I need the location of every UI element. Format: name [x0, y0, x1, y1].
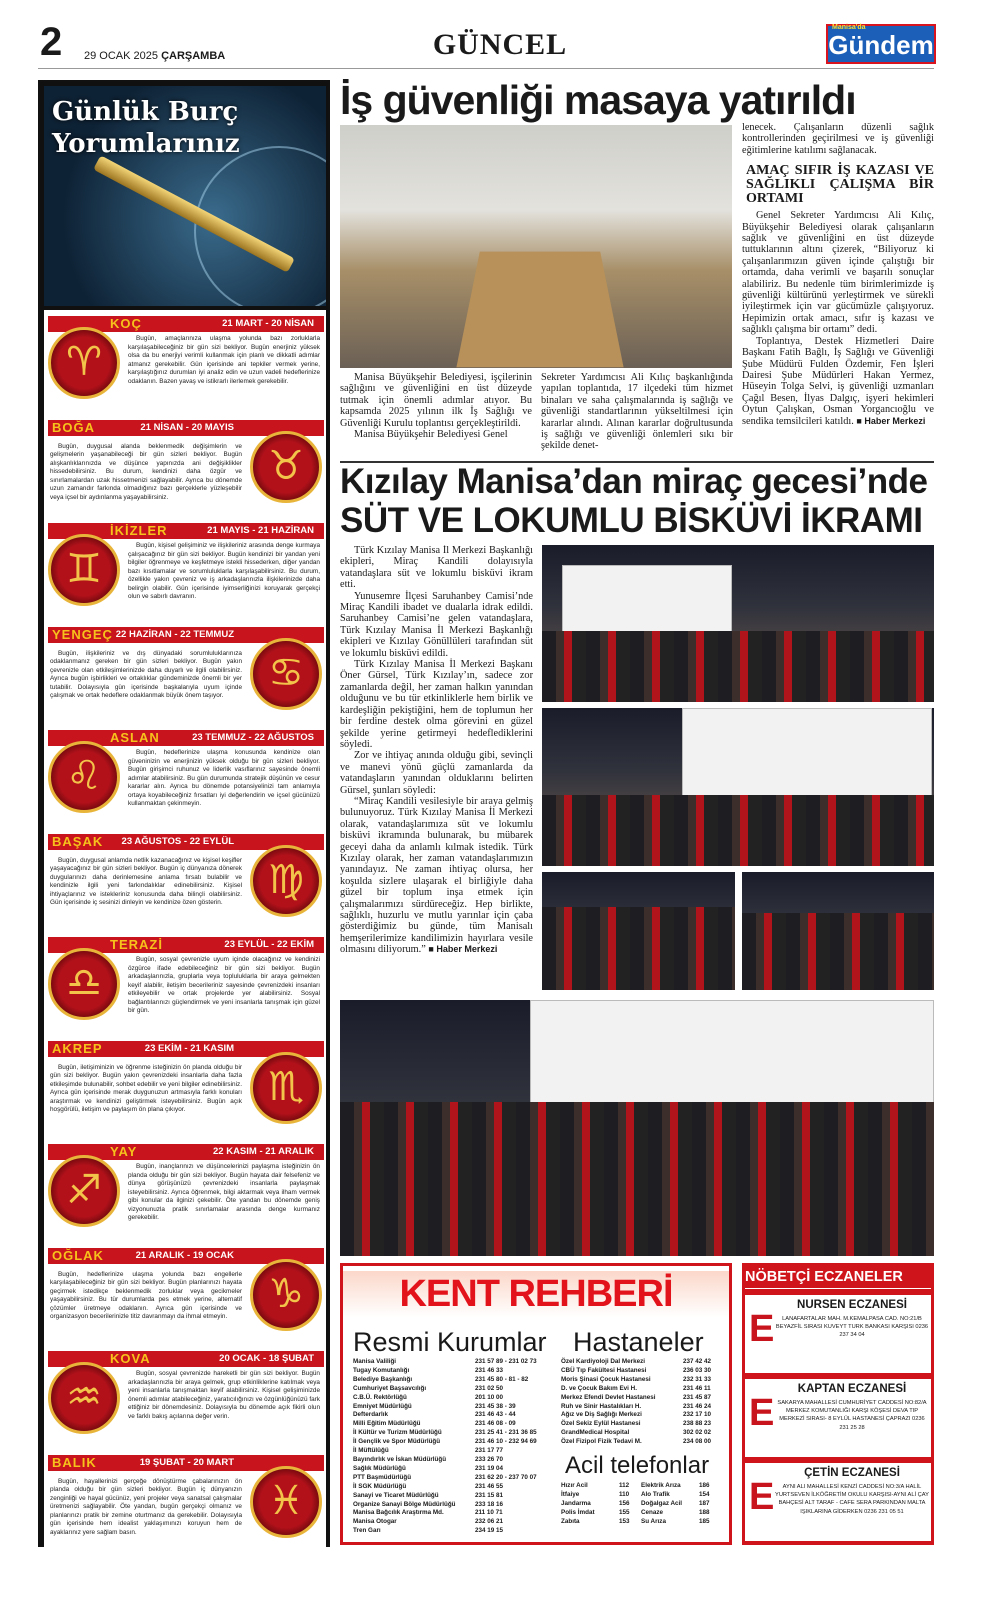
sign-name: YENGEÇ	[52, 626, 113, 642]
horoscope-entry	[44, 517, 326, 621]
sign-dates: 23 AĞUSTOS - 22 EYLÜL	[121, 835, 234, 847]
phone-number: 234 19 15	[475, 1527, 504, 1535]
horoscope-title: Günlük Burç Yorumlarınız	[52, 97, 240, 159]
list-row	[353, 1474, 565, 1483]
paragraph: Türk Kızılay Manisa İl Merkezi Başkanlığı ekipleri, Miraç Kandili dolayısıyla vatandaşlara süt ve lokumlu bisküvi ikram etti.	[340, 545, 533, 591]
entry-name: Cenaze	[641, 1508, 664, 1516]
phone-number: 211 10 71	[475, 1509, 503, 1517]
list-row	[353, 1420, 565, 1429]
horoscope-entry	[44, 931, 326, 1035]
sign-reading: Bugün, sosyal çevrenizde hareketli bir gün sizi bekliyor. Bugün arkadaşlarınızla bir araya gelmek, grup etkinliklerine katılmak veya yeni insanlarla tanışmaktan keyif alabilirsiniz. Kişisel gelişiminizde önemli adımlar atabileceğiniz, yaratıcılığınızı ve özgünlüğünüzü fark ettiğiniz bir dönemdesiniz. Dolayısıyla bu dönemde açık fikirli olun ve farklı bakış açılarına değer verin.	[128, 1370, 320, 1420]
kizilay-event-photo-1	[542, 545, 934, 702]
entry-name: Organize Sanayi Bölge Müdürlüğü	[353, 1500, 456, 1508]
list-row	[353, 1411, 565, 1420]
pharmacies-box	[742, 1263, 934, 1545]
pharmacy-name: NURSEN ECZANESİ	[797, 1299, 907, 1311]
horoscope-entry	[44, 1242, 326, 1346]
zodiac-1-icon: ♈	[48, 327, 120, 399]
phone-number: 231 62 20 - 237 70 07	[475, 1473, 537, 1481]
sign-reading: Bugün, amaçlarınıza ulaşma yolunda bazı zorluklarla karşılaşabileceğiniz bir gün sizi bekliyor. Bugün enerjiniz yüksek olsa da bu enerjiyi verimli kullanmak için planlı ve dikkatli adımlar atmanız gerekebilir. Gün içerisinde ani tepkiler vermek yerine, karşılaştığınız durumları iyi analiz edin ve uzun vadeli hedeflerinize odaklanın. Bazen yavaş ve istikrarlı ilerlemek gerekebilir.	[128, 335, 320, 385]
horoscope-entry	[44, 310, 326, 414]
pharmacy-e-icon: E	[749, 1392, 775, 1434]
list-row	[561, 1376, 721, 1385]
pharmacy-name: KAPTAN ECZANESİ	[797, 1383, 907, 1395]
horoscope-banner-image	[44, 86, 326, 306]
entry-name: Elektrik Arıza	[641, 1482, 681, 1489]
kizilay-event-photo-2	[542, 708, 934, 866]
emergency-heading: Acil telefonlar	[565, 1452, 710, 1479]
entry-name: İl Gençlik ve Spor Müdürlüğü	[353, 1438, 441, 1446]
phone-number: 186	[699, 1482, 710, 1489]
sign-name: YAY	[110, 1144, 138, 1159]
list-row	[561, 1482, 721, 1491]
entry-name: Hızır Acil	[561, 1482, 588, 1489]
logo-small-text: Manisa'da	[832, 24, 866, 31]
list-row	[561, 1420, 721, 1429]
phone-number: 112	[619, 1482, 630, 1489]
phone-number: 231 46 08 - 09	[475, 1420, 516, 1428]
phone-number: 233 18 16	[475, 1500, 504, 1508]
list-row	[353, 1527, 565, 1536]
sign-dates: 23 TEMMUZ - 22 AĞUSTOS	[192, 732, 314, 743]
kizilay-event-photo-3	[542, 872, 735, 990]
phone-number: 231 46 33	[475, 1366, 504, 1374]
crowd	[742, 913, 934, 990]
phone-number: 231 02 50	[475, 1384, 504, 1392]
page-number: 2	[40, 20, 63, 64]
article1-column-2	[541, 372, 733, 456]
paragraph: Toplantıya, Destek Hizmetleri Daire Başkanı Fatih Bağlı, İş Sağlığı ve Güvenliği Şube Müdürü Fulden Özdemir, Fen İşleri Dairesi Şube Müdürleri Hakan Yermez, Hüseyin Tolga Selvi, iş güvenliği uzmanları Çağıl Besen, İlyas Dalgıç, işyeri hekimleri Oytun Çalışkan, Osman Yorgancıoğlu ve sendika temsilcileri katıldı.	[742, 335, 934, 427]
entry-name: Moris Şinasi Çocuk Hastanesi	[561, 1375, 651, 1383]
zodiac-9-icon: ♐	[48, 1155, 120, 1227]
entry-name: Manisa Valiliği	[353, 1358, 397, 1365]
pharmacy-card	[745, 1463, 931, 1541]
horoscope-entry	[44, 828, 326, 932]
sign-reading: Bugün, hedeflerinize ulaşma yolunda bazı engellerle karşılaşabileceğiniz bir gün sizi bekliyor. Bugün planlarınızı hayata geçirmek istedikçe beklenmedik zorluklar veya gecikmeler yaşayabilirsiniz. Bu tür durumlarda pes etmek yerine, alternatif çözümler üretmeye odaklanın. Ayrıca gün içerisinde ve organizasyon becerilerinizle titiz davranmayı da ihmal etmeyin.	[50, 1270, 242, 1320]
list-row	[561, 1367, 721, 1376]
sign-dates: 19 ŞUBAT - 20 MART	[139, 1456, 234, 1468]
zodiac-11-icon: ♒	[48, 1362, 120, 1434]
list-row	[353, 1492, 565, 1501]
entry-name: Tren Garı	[353, 1527, 381, 1535]
sign-name: İKİZLER	[110, 523, 168, 538]
sign-dates: 20 OCAK - 18 ŞUBAT	[219, 1353, 314, 1364]
entry-name: CBÜ Tıp Fakültesi Hastanesi	[561, 1366, 647, 1374]
article1-column-1	[340, 372, 532, 456]
sign-reading: Bugün, inançlarınızı ve düşüncelerinizi paylaşma isteğinizin ön planda olduğu bir gün sizi bekliyor. Bugün hayata dair felsefeniz ve dünya görüşünüzü çevrenizdeki insanlarla paylaşmak isteyebilirsiniz. Ayrıca öğrenmek, bilgi aktarmak veya ilham vermek gibi konular da ilginizi çekebilir. Öte yandan bu dönemde geniş vizyonunuzla pratik sınırlamalar arasında denge kurmanız gerekebilir.	[128, 1163, 320, 1221]
phone-number: 232 17 10	[683, 1411, 712, 1419]
phone-number: 231 45 80 - 81 - 82	[475, 1375, 529, 1383]
paragraph: Yunusemre İlçesi Saruhanbey Camisi’nde Miraç Kandili ibadet ve dualarla idrak edildi. Saruhanbey Camisi’ne gelen vatandaşlara, Türk Kızılay Manisa İl Merkezi Başkanlığı ekipleri ve Kızılay Gönüllüleri tarafından süt ve lokumlu bisküvi edildi.	[340, 590, 533, 659]
sign-dates: 21 MART - 20 NİSAN	[222, 318, 314, 329]
pharmacy-address: AYNI ALI MAHALLESİ KENZİ CADDESİ NO:3/A HALİL YURTSEVEN İLKÖĞRETİM OKULU KARŞISI-AYNI ALİ ÇAY BAHÇESİ ALT TARAF - CAFE SERA PARKINDAN MALTA IŞIKLARINA GİDERKEN 0236 231 05 51	[775, 1484, 929, 1515]
phone-number: 302 02 02	[683, 1429, 712, 1437]
zodiac-10-icon: ♑	[250, 1259, 322, 1331]
sign-dates: 21 NİSAN - 20 MAYIS	[140, 421, 234, 433]
sign-reading: Bugün, hayallerinizi gerçeğe dönüştürme çabalarınızın ön planda olduğu bir gün sizleri bekliyor. Bugün iç dünyanızın zenginliği ve hayal gücünüz, yeni projeler veya sanatsal çalışmalar üretmenizi sağlayabilir. Öte yandan, bugün gerçekçi olmanız ve planlarınızı pratik bir zemine oturtmanız da gerekebilir. Dolayısıyla gün içerisinde hem idealist yaklaşımınızı koruyun hem de ayaklarınız yere sağlam basın.	[50, 1477, 242, 1536]
entry-name: Alo Trafik	[641, 1490, 670, 1498]
entry-name: Manisa Otogar	[353, 1518, 397, 1526]
pharmacy-name: ÇETİN ECZANESİ	[804, 1467, 900, 1479]
sign-dates: 21 MAYIS - 21 HAZİRAN	[207, 525, 314, 536]
article1-subheading: AMAÇ SIFIR İŞ KAZASI VE SAĞLIKLI ÇALIŞMA BİR ORTAMI	[746, 163, 934, 207]
entry-name: Ağız ve Diş Sağlığı Merkezi	[561, 1411, 642, 1419]
crowd	[542, 631, 934, 702]
pharmacy-card	[745, 1379, 931, 1457]
hospitals-heading: Hastaneler	[573, 1327, 704, 1357]
phone-number: 201 10 00	[475, 1393, 504, 1401]
phone-number: 231 19 04	[475, 1464, 504, 1472]
list-row	[353, 1403, 565, 1412]
phone-number: 185	[699, 1517, 710, 1525]
zodiac-3-icon: ♊	[48, 534, 120, 606]
list-row	[561, 1429, 721, 1438]
entry-name: Özel Kardiyoloji Dal Merkezi	[561, 1358, 645, 1365]
sign-name: BOĞA	[52, 419, 95, 435]
phone-number: 154	[699, 1490, 710, 1498]
paragraph: Sekreter Yardımcısı Ali Kılıç başkanlığında yapılan toplantıda, 17 ilçedeki tüm hizmet binaları ve saha çalışmalarında iş sağlığı ve güvenliği standartlarının yükseltilmesi için kararlar alındı. Alınan kararlar doğrultusunda iş sağlığı ve güvenliği önlemleri sıkı bir şekilde denet-	[541, 372, 733, 452]
list-row	[561, 1518, 721, 1527]
horoscope-entry	[44, 1345, 326, 1449]
emergency-list	[561, 1482, 721, 1527]
phone-number: 234 08 00	[683, 1438, 712, 1446]
entry-name: Sağlık Müdürlüğü	[353, 1464, 406, 1472]
list-row	[561, 1358, 721, 1367]
phone-number: 231 46 55	[475, 1482, 504, 1490]
phone-number: 231 17 77	[475, 1447, 504, 1455]
sign-name: AKREP	[52, 1040, 103, 1056]
entry-name: Ruh ve Sinir Hastalıkları H.	[561, 1402, 642, 1410]
entry-name: Su Arıza	[641, 1517, 666, 1525]
sign-dates: 22 HAZİRAN - 22 TEMMUZ	[115, 628, 234, 640]
date-text: 29 OCAK 2025	[84, 50, 158, 62]
list-row	[353, 1429, 565, 1438]
meeting-photo	[340, 125, 732, 368]
entry-name: Doğalgaz Acil	[641, 1499, 683, 1507]
pharmacy-e-icon: E	[749, 1476, 775, 1518]
crowd	[340, 1102, 934, 1256]
list-row	[353, 1501, 565, 1510]
list-row	[353, 1518, 565, 1527]
horoscope-entry	[44, 621, 326, 725]
zodiac-4-icon: ♋	[250, 638, 322, 710]
article2-body	[340, 545, 533, 995]
entry-name: GrandMedical Hospital	[561, 1429, 630, 1437]
entry-name: C.B.Ü. Rektörlüğü	[353, 1393, 407, 1401]
crowd	[542, 907, 735, 990]
phone-number: 232 06 21	[475, 1518, 504, 1526]
city-guide-title: KENT REHBERİ	[343, 1271, 729, 1317]
sign-name: BAŞAK	[52, 833, 104, 849]
sign-dates: 21 ARALIK - 19 OCAK	[135, 1249, 234, 1261]
phone-number: 237 42 42	[683, 1358, 712, 1365]
sign-name: KOÇ	[110, 316, 142, 331]
phone-number: 110	[619, 1490, 630, 1498]
kizilay-event-photo-main	[340, 1000, 934, 1256]
list-row	[353, 1385, 565, 1394]
entry-name: Zabıta	[561, 1517, 580, 1525]
entry-name: Özel Fizipol Fizik Tedavi M.	[561, 1438, 642, 1446]
entry-name: Manisa Bağcılık Araştırma Md.	[353, 1509, 444, 1517]
kizilay-event-photo-4	[742, 872, 934, 990]
list-row	[561, 1394, 721, 1403]
list-row	[353, 1367, 565, 1376]
entry-name: İl SGK Müdürlüğü	[353, 1482, 407, 1490]
zodiac-5-icon: ♌	[48, 741, 120, 813]
horoscope-column	[38, 80, 330, 1547]
headline-line-1: Kızılay Manisa’dan miraç gecesi’nde	[340, 462, 928, 501]
entry-name: Defterdarlık	[353, 1411, 388, 1419]
entry-name: Merkez Efendi Devlet Hastanesi	[561, 1393, 656, 1401]
sign-reading: Bugün, ilişkileriniz ve dış dünyadaki sorumluluklarınıza odaklanmanız gereken bir gün sizleri bekliyor. Bugün yakın çevrenizle olan etkileşimlerinizde daha duyarlı ve ilgili olabilirsiniz. Ayrıca bugün işbirlikleri ve ortaklıklar gündeminizde önemli bir yer tutabilir. Dolayısıyla gün içerisinde başkalarıyla uyum içinde çalışmak ve ortak hedeflere odaklanmak büyük önem taşıyor.	[50, 649, 242, 699]
entry-name: Belediye Başkanlığı	[353, 1375, 413, 1383]
official-institutions-heading: Resmi Kurumlar	[353, 1327, 547, 1357]
list-row	[353, 1509, 565, 1518]
sign-name: ASLAN	[110, 730, 160, 745]
list-row	[353, 1447, 565, 1456]
article2-headline	[340, 462, 940, 540]
hospitals-list	[561, 1358, 721, 1447]
sign-dates: 23 EKİM - 21 KASIM	[144, 1042, 234, 1054]
list-row	[353, 1358, 565, 1367]
horoscope-entry	[44, 1449, 326, 1553]
sign-name: KOVA	[110, 1351, 151, 1366]
entry-name: Jandarma	[561, 1499, 591, 1507]
sign-reading: Bugün, iletişiminizin ve öğrenme isteğinizin ön planda olduğu bir gün sizi bekliyor. Bugün yakın çevrenizdeki insanlarla daha fazla etkileşimde bulunabilir, sohbet edebilir ve yeni bilgiler edinebilirsiniz. Ayrıca gün içerisinde merak duygunuzun artmasıyla farklı konuları araştırmak ve kendinizi geliştirmek isteyebilirsiniz. Bugün açık hoşgörülü, iletişim ve paylaşım ön plana çıkıyor.	[50, 1063, 242, 1113]
crowd	[542, 795, 934, 866]
list-row	[561, 1411, 721, 1420]
sign-reading: Bugün, duygusal anlamda netlik kazanacağınız ve kişisel keşifler yaşayacağınız bir gün sizleri bekliyor. Bugün iç dünyanıza dönerek duygularınızı daha derinlemesine anlama fırsatı bulabilir ve kendinizle ilgili yeni farkındalıklar edinebilirsiniz. Kişisel ihtiyaçlarınız ve istekleriniz konusunda daha bilinçli olabilirsiniz. Gün içerisinde iç sesinizi dinleyin ve kendinize özen gösterin.	[50, 856, 242, 906]
phone-number: 187	[699, 1499, 710, 1507]
horoscope-entry	[44, 1138, 326, 1242]
entry-name: D. ve Çocuk Bakım Evi H.	[561, 1384, 637, 1392]
sign-reading: Bugün, duygusal alanda beklenmedik değişimlerin ve gelişmelerin yaşanabileceği bir gün sizleri bekliyor. Bugün alışkanlıklarınızda ve düşünce yapınızda ani değişiklikler hissedebilirsiniz. Bu durum, kendinizi daha özgür ve sınırlamalardan uzak hissetmenizi sağlayabilir. Ayrıca bu dönemde uzun zamandır farkında olmadığınız bazı gerçeklerle yüzleşebilir veya içsel bir aydınlanma yaşayabilirsiniz.	[50, 442, 242, 501]
paragraph: “Miraç Kandili vesilesiyle bir araya gelmiş bulunuyoruz. Türk Kızılay Manisa İl Merkezi olarak, vatandaşlarımıza süt ve lokumlu bisküvi ikramında bulunarak, bu mübarek geceyi daha da anlamlı kılmak istedik. Türk Kızılay olarak, her zaman vatandaşlarımızın yanındayız. Ne zaman ihtiyaç olursa, her koşulda sizlere ulaşarak el birliğiyle daha güzel bir toplum inşa etmek için çalışmalarımızı sürdüreceğiz. Hep birlikte, sağlıklı, huzurlu ve mutlu yarınlar için çaba gösterdiğimiz bu günde, tüm Manisalı hemşerilerimize kandilimizin hayırlara vesile olmasını diliyorum.”	[340, 795, 533, 956]
header-divider	[38, 68, 934, 69]
zodiac-2-icon: ♉	[250, 431, 322, 503]
pharmacy-e-icon: E	[749, 1308, 775, 1350]
phone-number: 153	[619, 1517, 630, 1525]
phone-number: 231 45 38 - 39	[475, 1402, 516, 1410]
phone-number: 238 88 23	[683, 1420, 712, 1428]
entry-name: PTT Başmüdürlüğü	[353, 1473, 412, 1481]
article1-credit: ■ Haber Merkezi	[856, 415, 926, 426]
entry-name: Emniyet Müdürlüğü	[353, 1402, 412, 1410]
list-row	[561, 1491, 721, 1500]
weekday-text: ÇARŞAMBA	[161, 50, 226, 62]
article2-credit: ■ Haber Merkezi	[428, 944, 498, 955]
sign-dates: 23 EYLÜL - 22 EKİM	[224, 939, 314, 950]
horoscope-entry	[44, 414, 326, 518]
list-row	[561, 1509, 721, 1518]
sign-reading: Bugün, hedeflerinize ulaşma konusunda kendinize olan güveninizin ve enerjinizin yüksek olduğu bir gün sizleri bekliyor. Bugün girişimci ruhunuz ve liderlik vasıflarınız sayesinde önemli adımlar atabilirsiniz. Bu gün durumunda stratejik düşünün ve cesur kararlar alın. Ayrıca bu dönemde potansiyelinizi tam anlamıyla ortaya koyabileceğiniz fırsatları iyi değerlendirin ve içsel gücünüzü kullanmaktan çekinmeyin.	[128, 749, 320, 807]
kizilay-truck	[562, 565, 732, 635]
newspaper-logo	[826, 24, 936, 64]
zodiac-6-icon: ♍	[250, 845, 322, 917]
phone-number: 231 46 11	[683, 1384, 711, 1392]
entry-name: Polis İmdat	[561, 1508, 595, 1516]
entry-name: İtfaiye	[561, 1490, 580, 1498]
sign-name: TERAZİ	[110, 937, 163, 952]
logo-text: Gündem	[828, 30, 934, 60]
phone-number: 233 26 70	[475, 1455, 504, 1463]
list-row	[353, 1456, 565, 1465]
list-row	[353, 1376, 565, 1385]
pharmacy-card	[745, 1295, 931, 1373]
phone-number: 236 03 30	[683, 1366, 712, 1374]
horoscope-entry	[44, 724, 326, 828]
sign-name: OĞLAK	[52, 1247, 104, 1263]
entry-name: Sanayi ve Ticaret Müdürlüğü	[353, 1491, 439, 1499]
phone-number: 231 46 24	[683, 1402, 712, 1410]
meeting-table	[456, 252, 623, 368]
phone-number: 231 57 89 - 231 02 73	[475, 1358, 537, 1365]
pharmacy-address: SAKARYA MAHALLESİ CUMHURİYET CADDESİ NO:82/A MERKEZ KOMUTANLIĞI KARŞI KÖŞESİ DEVA TIP MERKEZİ SIRASI- 8 EYLÜL HASTANESİ ÇAPRAZI 0236 231 25 28	[777, 1400, 927, 1431]
entry-name: Cumhuriyet Başsavcılığı	[353, 1384, 427, 1392]
paragraph: Genel Sekreter Yardımcısı Ali Kılıç, Büyükşehir Belediyesi olarak çalışanların sağlık ve güvenliğini en üst düzeyde tuttuklarının altını çizerek, “Biliyoruz ki çalışanlarımızın güven içinde çalıştığı bir ortamda, daha verimli ve başarılı sonuçlar alabiliriz. Bu nedenle tüm birimlerimizde iş güvenliği kültürünü yerleştirmek ve sürekli iyileştirmek için var gücümüzle çalışıyoruz. Hepimizin ortak amacı, sıfır iş kazası ve sağlıklı çalışma bir ortamı” dedi.	[742, 210, 934, 336]
list-row	[561, 1500, 721, 1509]
list-row	[353, 1394, 565, 1403]
phone-number: 231 46 43 - 44	[475, 1411, 516, 1419]
list-row	[353, 1465, 565, 1474]
phone-number: 231 46 10 - 232 94 69	[475, 1438, 537, 1446]
phone-number: 231 45 87	[683, 1393, 712, 1401]
list-row	[561, 1438, 721, 1447]
sign-reading: Bugün, kişisel gelişiminiz ve ilişkileriniz arasında denge kurmaya çalışacağınız bir gün sizi bekliyor. Bugün kendinizi bir yandan yeni bilgiler öğrenmeye ve keşfetmeye istekli hissederken, diğer yandan bazı kısıtlamalar ve sorumluluklarla karşılaşabilirsiniz. Bu durum, özellikle yakın çevreniz ve iş arkadaşlarınızla ilişkilerinizde daha belirgin olabilir. Gün içerisinde iyimserliğinizi koruyarak gerçekçi olun ve sabırlı davranın.	[128, 542, 320, 600]
article1-column-3	[742, 122, 934, 457]
entry-name: Özel Sekiz Eylül Hastanesi	[561, 1420, 641, 1428]
list-row	[353, 1483, 565, 1492]
zodiac-7-icon: ♎	[48, 948, 120, 1020]
official-institutions-list	[353, 1358, 565, 1536]
paragraph: Zor ve ihtiyaç anında olduğu gibi, sevinçli ve manevi yönü güçlü zamanlarda da vatandaşların yanından olduklarını belirten Gürsel, şunları söyledi:	[340, 750, 533, 796]
entry-name: İl Kültür ve Turizm Müdürlüğü	[353, 1429, 442, 1437]
paragraph: Manisa Büyükşehir Belediyesi Genel	[354, 429, 508, 441]
phone-number: 232 31 33	[683, 1375, 712, 1383]
section-title: GÜNCEL	[432, 28, 568, 61]
list-row	[561, 1403, 721, 1412]
pharmacies-title: NÖBETÇİ ECZANELER	[745, 1266, 931, 1289]
entry-name: Bayındırlık ve İskan Müdürlüğü	[353, 1455, 447, 1463]
phone-number: 156	[619, 1499, 630, 1507]
article1-headline: İş güvenliği masaya yatırıldı	[340, 77, 856, 123]
entry-name: İl Müftülüğü	[353, 1447, 389, 1455]
city-guide-box	[340, 1263, 732, 1545]
pharmacies-list	[745, 1295, 931, 1541]
headline-line-2: SÜT VE LOKUMLU BİSKÜVİ İKRAMI	[340, 501, 923, 540]
paragraph: Türk Kızılay Manisa İl Merkezi Başkanı Öner Gürsel, Türk Kızılay’ın, sadece zor zamanlarda değil, her zaman halkın yanından olduğunu ve bu tür etkinliklerle hem birlik ve kardeşliğin pekiştiğini, hem de toplumun her bir ferdine destek olma görevini en güzel şekilde yerine getirmeyi hedeflediklerini söyledi.	[340, 659, 533, 750]
list-row	[561, 1385, 721, 1394]
zodiac-12-icon: ♓	[250, 1466, 322, 1538]
phone-number: 188	[699, 1508, 710, 1516]
sign-name: BALIK	[52, 1454, 97, 1470]
sign-reading: Bugün, sosyal çevrenizle uyum içinde olacağınız ve kendinizi özgürce ifade edebileceğiniz bir gün sizi bekliyor. Bugün arkadaşlarınızla, gruplarla veya topluluklarla bir araya gelmekten keyif alabilir, iletişim becerileriniz sayesinde çevrenizdeki insanları etkileyebilir ve ortak projelerde yer alabilirsiniz. Sosyal bağlantılarınızı güçlendirmek ve yeni insanlarla tanışmak için güzel bir gün.	[128, 956, 320, 1014]
list-row	[353, 1438, 565, 1447]
pharmacy-address: LANAFARTALAR MAH. M.KEMALPASA CAD. NO:21/B BEYAZFİL SIRASI KUVEYT TURK BANKASI KARŞISI 0236 237 34 04	[775, 1316, 929, 1339]
paragraph: Manisa Büyükşehir Belediyesi, işçilerinin sağlığını ve güvenliğini en üst düzeyde tutmak için önemli adımlar atıyor. Bu kapsamda 2025 yılının ilk İş Sağlığı ve Güvenliği Kurulu toplantısı gerçekleştirildi.	[340, 372, 532, 429]
sign-dates: 22 KASIM - 21 ARALIK	[213, 1146, 314, 1157]
horoscope-list	[44, 310, 326, 1552]
entry-name: Tugay Komutanlığı	[353, 1366, 410, 1374]
entry-name: Milli Eğitim Müdürlüğü	[353, 1420, 421, 1428]
phone-number: 231 15 81	[475, 1491, 504, 1499]
zodiac-8-icon: ♏	[250, 1052, 322, 1124]
phone-number: 155	[619, 1508, 630, 1516]
phone-number: 231 25 41 - 231 36 85	[475, 1429, 537, 1437]
paragraph: lenecek. Çalışanların düzenli sağlık kontrollerinden geçirilmesi ve iş güvenliği eğitimlerine katılımı sağlanacak.	[742, 122, 934, 156]
horoscope-entry	[44, 1035, 326, 1139]
